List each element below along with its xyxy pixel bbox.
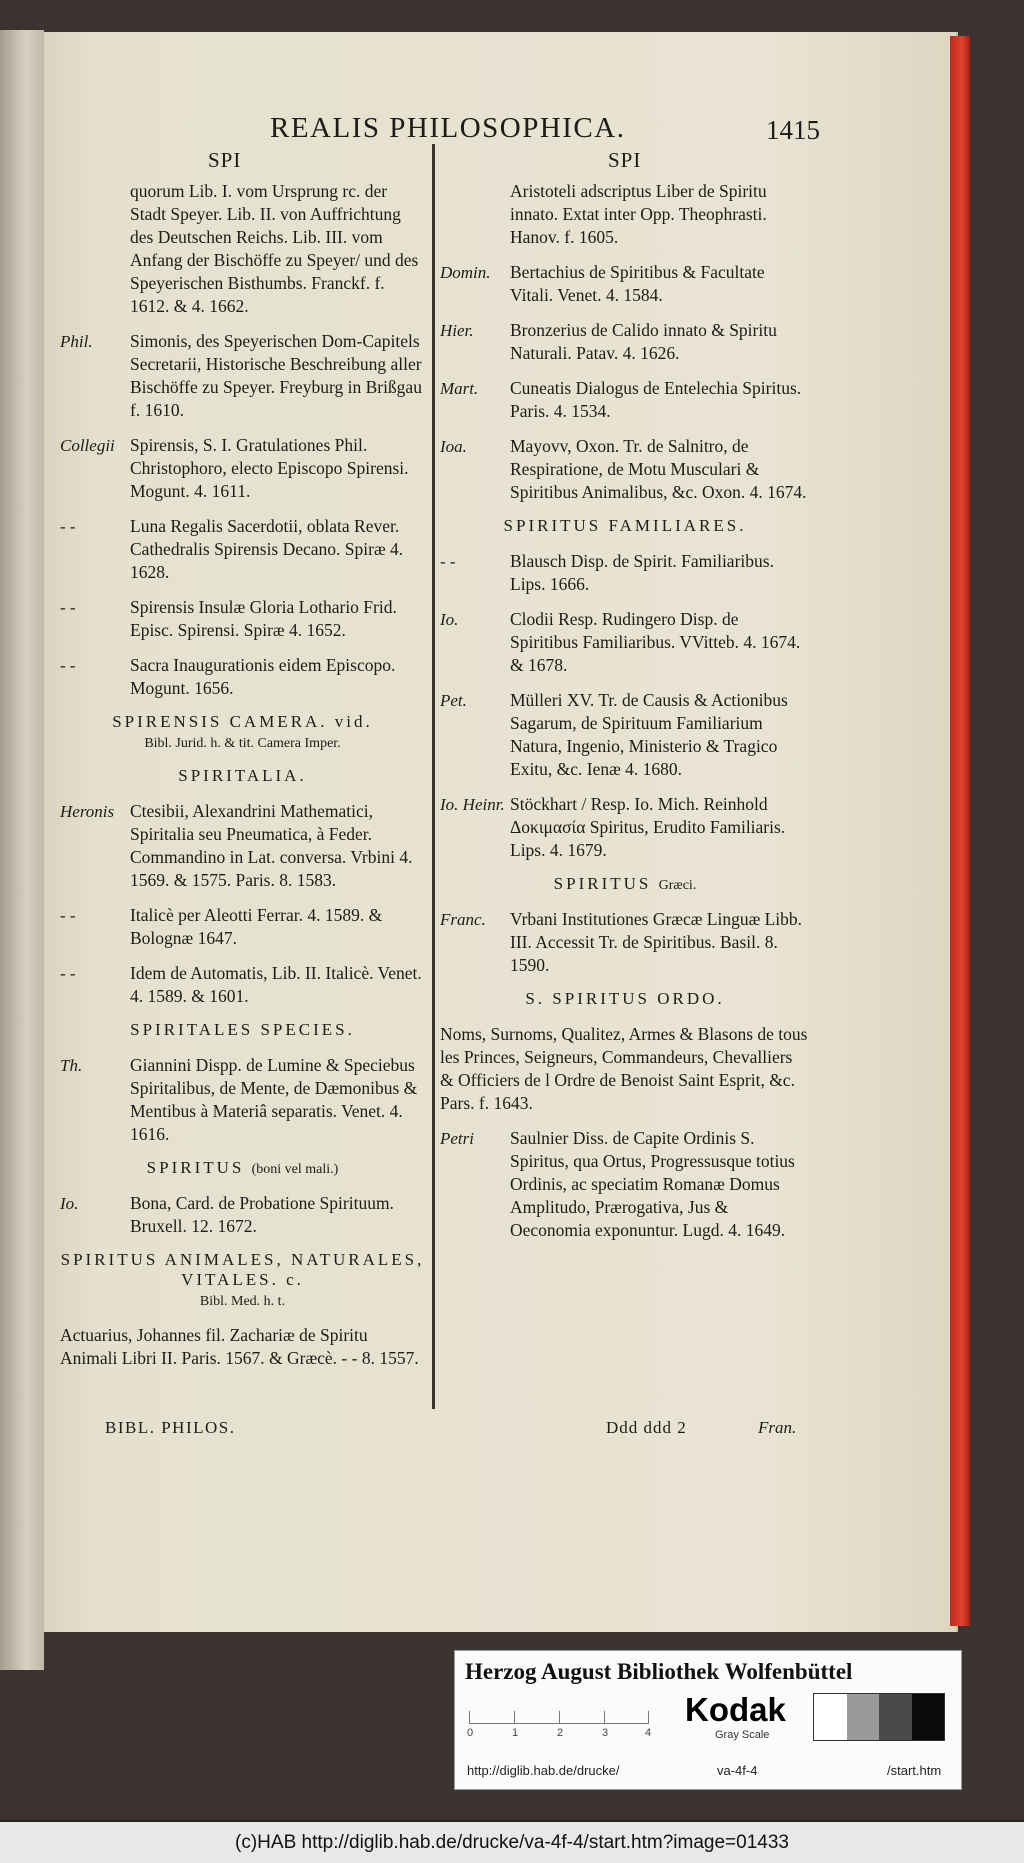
entry (440, 608, 810, 677)
section-heading-spiritus (60, 1158, 425, 1178)
entry (60, 1054, 425, 1146)
ruler-number: 0 (467, 1727, 474, 1739)
section-subtitle: (boni vel mali.) (251, 1162, 339, 1177)
entry-text: Vrbani Institutiones Græcæ Linguæ Libb. III. Accessit Tr. de Spiritibus. Basil. 8. 1590. (510, 909, 803, 975)
previous-page-edge (0, 30, 44, 1670)
section-subtitle: Græci. (658, 878, 697, 893)
entry-text: Ctesibii, Alexandrini Mathematici, Spiritalia seu Pneumatica, à Feder. Commandino in Lat. conversa. Vrbini 4. 1569. & 1575. Paris. 8. 1583. (130, 801, 413, 890)
entry-name: Petri (440, 1129, 474, 1148)
entry-text: Italicè per Aleotti Ferrar. 4. 1589. & Bolognæ 1647. (130, 905, 383, 948)
ruler-tick (648, 1711, 649, 1723)
gray-scale-label: Gray Scale (715, 1729, 770, 1741)
entry (60, 800, 425, 892)
ruler-tick (559, 1711, 560, 1723)
ruler-number: 1 (512, 1727, 519, 1739)
library-color-card (454, 1650, 962, 1790)
gray-swatch (814, 1694, 847, 1740)
entry (60, 515, 425, 584)
entry-name: Th. (60, 1056, 83, 1075)
entry-name: - - (60, 517, 76, 536)
entry-name: Pet. (440, 691, 467, 710)
page-number: 1415 (766, 115, 820, 145)
entry-name: Io. (440, 610, 459, 629)
entry-name: - - (440, 552, 456, 571)
entry-text: Giannini Dispp. de Lumine & Speciebus Spiritalibus, de Mente, de Dæmonibus & Mentibus à Materiâ separatis. Venet. 4. 1616. (130, 1055, 418, 1144)
gray-scale-swatches (813, 1693, 945, 1741)
section-heading-species: SPIRITALES SPECIES. (130, 1020, 355, 1039)
entry-text: Bertachius de Spiritibus & Facultate Vitali. Venet. 4. 1584. (510, 262, 765, 305)
entry-text: Luna Regalis Sacerdotii, oblata Rever. Cathedralis Spirensis Decano. Spiræ 4. 1628. (130, 516, 404, 582)
section-heading-camera (60, 712, 425, 752)
ruler-number: 2 (557, 1727, 564, 1739)
scale-ruler (469, 1697, 649, 1724)
entry-text: Idem de Automatis, Lib. II. Italicè. Venet. 4. 1589. & 1601. (130, 963, 422, 1006)
entry-name: Io. Heinr. (440, 795, 505, 814)
entry (440, 689, 810, 781)
copyright-footer: (c)HAB http://diglib.hab.de/drucke/va-4f-4/start.htm?image=01433 (0, 1822, 1024, 1863)
entry (60, 1192, 425, 1238)
catchword: Fran. (758, 1418, 797, 1437)
gray-swatch (879, 1694, 912, 1740)
entry (440, 180, 810, 249)
entry (60, 654, 425, 700)
entry (440, 377, 810, 423)
entry (440, 435, 810, 504)
entry-text: Actuarius, Johannes fil. Zachariæ de Spiritu Animali Libri II. Paris. 1567. & Græcè. - - 8. 1557. (60, 1325, 419, 1368)
entry-name: Io. (60, 1194, 79, 1213)
left-column (60, 180, 425, 1382)
entry-text: Clodii Resp. Rudingero Disp. de Spiritibus Familiaribus. VVitteb. 4. 1674. & 1678. (510, 609, 801, 675)
ruler-number: 3 (602, 1727, 609, 1739)
entry-name: - - (60, 656, 76, 675)
entry-name: Domin. (440, 263, 491, 282)
entry-name: - - (60, 906, 76, 925)
ruler-tick (604, 1711, 605, 1723)
entry-text: Stöckhart / Resp. Io. Mich. Reinhold Δοκιμασία Spiritus, Erudito Familiaris. Lips. 4. 1679. (510, 794, 786, 860)
entry-text: quorum Lib. I. vom Ursprung rc. der Stadt Speyer. Lib. II. von Auffrichtung des Deutschen Reichs. Lib. III. vom Anfang der Bischöffe zu Speyer/ und des Speyerischen Bisthumbs. Franckf. f. 1612. & 4. 1662. (130, 181, 419, 316)
column-divider (432, 144, 435, 1409)
entry (440, 908, 810, 977)
entry-text: Bronzerius de Calido innato & Spiritu Naturali. Patav. 4. 1626. (510, 320, 777, 363)
entry-name: Heronis (60, 802, 115, 821)
entry-name: Ioa. (440, 437, 467, 456)
ruler-tick (469, 1711, 470, 1723)
red-page-edge (950, 36, 970, 1626)
entry-text: Spirensis Insulæ Gloria Lothario Frid. Episc. Spirensi. Spiræ 4. 1652. (130, 597, 397, 640)
entry (60, 904, 425, 950)
library-name: Herzog August Bibliothek Wolfenbüttel (465, 1659, 853, 1684)
entry (440, 1127, 810, 1242)
ruler-number: 4 (645, 1727, 652, 1739)
entry (440, 319, 810, 365)
entry (60, 180, 425, 318)
entry-text: Noms, Surnoms, Qualitez, Armes & Blasons de tous les Princes, Seigneurs, Commandeurs, Chevalliers & Officiers de l Ordre de Benoist Saint Esprit, &c. Pars. f. 1643. (440, 1024, 808, 1113)
entry-text: Blausch Disp. de Spirit. Familiaribus. Lips. 1666. (510, 551, 774, 594)
signature-bibl-philos: BIBL. PHILOS. (105, 1418, 236, 1437)
section-heading-graeci (440, 874, 810, 894)
entry-text: Saulnier Diss. de Capite Ordinis S. Spiritus, qua Ortus, Progressusque totius Ordinis, ac speciatim Romanæ Domus Amplitudo, Prærogativa, Jus & Oeconomia exponuntur. Lugd. 4. 1649. (510, 1128, 795, 1240)
right-column (440, 180, 810, 1254)
section-heading-spiritalia: SPIRITALIA. (178, 766, 307, 785)
running-head: REALIS PHILOSOPHICA. (270, 112, 626, 144)
section-heading-animales (60, 1250, 425, 1310)
section-title: SPIRITUS (553, 874, 652, 893)
entry (60, 330, 425, 422)
kodak-logo: Kodak (685, 1691, 786, 1728)
entry (60, 962, 425, 1008)
section-heading-familiares: SPIRITUS FAMILIARES. (503, 516, 747, 535)
entry-text: Cuneatis Dialogus de Entelechia Spiritus. Paris. 4. 1534. (510, 378, 802, 421)
gray-swatch (912, 1694, 945, 1740)
entry-text: Sacra Inaugurationis eidem Episcopo. Mogunt. 1656. (130, 655, 396, 698)
entry-name: Collegii (60, 436, 115, 455)
left-column-head: SPI (208, 148, 242, 172)
entry (440, 1023, 810, 1115)
entry (440, 550, 810, 596)
signature-mark: Ddd ddd 2 (606, 1418, 687, 1437)
section-subtitle: Bibl. Jurid. h. & tit. Camera Imper. (144, 736, 341, 751)
entry-text: Simonis, des Speyerischen Dom-Capitels Secretarii, Historische Beschreibung aller Bischöffe zu Speyer. Freyburg in Brißgau f. 1610. (130, 331, 422, 420)
section-title: SPIRITUS (146, 1158, 245, 1177)
entry-text: Mayovv, Oxon. Tr. de Salnitro, de Respiratione, de Motu Musculari & Spiritibus Animalibus, &c. Oxon. 4. 1674. (510, 436, 807, 502)
entry-text: Mülleri XV. Tr. de Causis & Actionibus Sagarum, de Spirituum Familiarium Natura, Ingenio, Ministerio & Tragico Exitu, &c. Ienæ 4. 1680. (510, 690, 788, 779)
card-url-base: http://diglib.hab.de/drucke/ (467, 1763, 620, 1778)
ruler-tick (514, 1711, 515, 1723)
entry-name (60, 180, 130, 318)
section-subtitle: Bibl. Med. h. t. (199, 1294, 286, 1309)
entry-name: - - (60, 598, 76, 617)
entry-name: Franc. (440, 910, 486, 929)
entry-text: Spirensis, S. I. Gratulationes Phil. Christophoro, electo Episcopo Spirensi. Mogunt. 4. 1611. (130, 435, 409, 501)
entry (60, 1324, 425, 1370)
entry-name: Phil. (60, 332, 93, 351)
right-column-head: SPI (608, 148, 642, 172)
entry (440, 261, 810, 307)
entry (440, 793, 810, 862)
card-url-start: /start.htm (887, 1763, 942, 1778)
entry-name: Hier. (440, 321, 474, 340)
section-heading-ordo: S. SPIRITUS ORDO. (525, 989, 725, 1008)
entry (60, 596, 425, 642)
entry-name: - - (60, 964, 76, 983)
card-url-signature: va-4f-4 (717, 1763, 758, 1778)
section-title: SPIRITUS ANIMALES, NATURALES, VITALES. c. (60, 1250, 425, 1289)
section-title: SPIRENSIS CAMERA. vid. (112, 712, 373, 731)
entry-text: Bona, Card. de Probatione Spirituum. Bruxell. 12. 1672. (130, 1193, 394, 1236)
entry-text: Aristoteli adscriptus Liber de Spiritu innato. Extat inter Opp. Theophrasti. Hanov. f. 1605. (510, 181, 767, 247)
gray-swatch (847, 1694, 880, 1740)
entry-name: Mart. (440, 379, 479, 398)
entry-name (440, 180, 510, 249)
entry (60, 434, 425, 503)
